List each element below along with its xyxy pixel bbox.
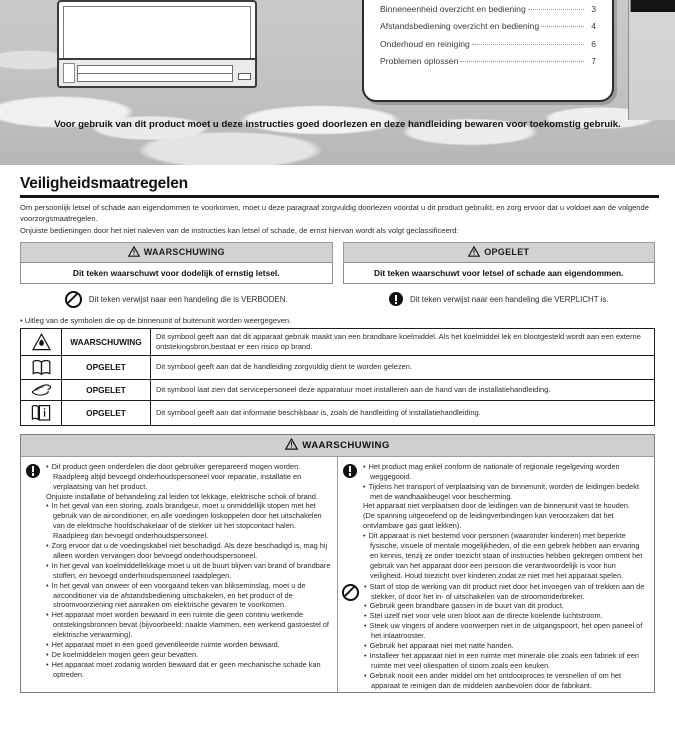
list-item: • Tijdens het transport of verplaatsing van de binnenunit, worden de leidingen bedekt met de wandhaakbeugel voor bescherming.: [363, 482, 648, 502]
service-manual-icon: [21, 379, 62, 400]
warning-sign-text: Dit teken waarschuwt voor dodelijk of ernstig letsel.: [20, 262, 333, 284]
ac-front-panel: [57, 0, 257, 64]
table-row: [21, 400, 655, 425]
warning-list-right-mandatory: [363, 462, 648, 581]
list-item: • In het geval van koelmiddellekkage moet u uit de buurt blijven van brand of brandbare stoffen, en bevoegd onderhoudspersoneel raadplegen.: [46, 561, 331, 581]
sign-definition-row: [20, 242, 655, 284]
ac-louver-assembly: [57, 58, 257, 88]
toc-entry-page: 6: [591, 38, 596, 49]
mandatory-block: [25, 462, 331, 680]
symbol-table-note: • Uitleg van de symbolen die op de binnenunit of buitenunit worden weergegeven.: [20, 315, 292, 325]
mandatory-block: [342, 462, 648, 581]
intro-paragraph-2: Onjuiste bedieningen door het niet naleven van de instructies kan letsel of schade, de ernst hiervan wordt als volgt geclassificeerd:: [20, 226, 459, 236]
warning-list-right-forbidden: [364, 582, 648, 691]
page-index-tab: [630, 0, 675, 12]
symbol-description: Dit symbool geeft aan dat dit apparaat gebruik maakt van een brandbare koelmiddel. Als het koelmiddel lek en blootgesteld wordt aan een externe ontstekingsbron,bestaat er een risico op brand.: [151, 328, 655, 355]
list-item: • Zorg ervoor dat u de voedingskabel niet beschadigd. Als deze beschadigd is, mag hij alleen worden vervangen door bevoegd onderhoudspersoneel.: [46, 541, 331, 561]
list-item: • Gebruik nooit een ander middel om het ontdooiproces te versnellen of om het apparaat te reinigen dan de middelen aanbevolen door de fabrikant.: [364, 671, 648, 691]
toc-entry[interactable]: [380, 39, 596, 49]
intro-paragraph-1: Om persoonlijk letsel of schade aan eigendommen te voorkomen, moet u deze paragraaf zorgvuldig doorlezen voordat u dit product gebruikt, en zorg ervoor dat u voldoet aan de volgende voorzorgsmaatregelen.: [20, 203, 649, 223]
open-book-icon: [21, 355, 62, 379]
warning-column-right: [338, 457, 654, 692]
forbidden-block: [342, 582, 648, 691]
list-item: • De koelmiddelen mogen geen geur bevatten.: [46, 650, 331, 660]
table-of-contents: [362, 0, 614, 102]
warning-panel-columns: [21, 457, 654, 692]
list-item: • In het geval van onweer of een voorgaand teken van blikseminslag, moet u de airconditioner via de afstandsbediening uitschakelen, en het product of de stroomvoorziening niet aanraken om elektrische gevaren te voorkomen.: [46, 581, 331, 611]
mark-legend-row: [20, 291, 655, 308]
caution-sign-label: OPGELET: [484, 246, 530, 257]
list-item: • Het apparaat moet in een goed geventileerde ruimte worden bewaard.: [46, 640, 331, 650]
info-book-icon: [21, 400, 62, 425]
page-edge-strip: [628, 0, 675, 120]
caution-sign-text: Dit teken waarschuwt voor letsel of schade aan eigendommen.: [343, 262, 656, 284]
caution-sign-box: [343, 242, 656, 284]
list-item: • In het geval van een storing, zoals brandgeur, moet u onmiddellijk stopen met het gebruik van de airconditioner, en alle voedingen loskoppelen door het uitschakelen van de elektrische hoofdschakelaar of de stekker uit het stopcontact halen. Raadpleeg dan bevoegd onderhoudspersoneel.: [46, 501, 331, 541]
symbol-description: Dit symbool geeft aan dat informatie beschikbaar is, zoals de handleiding of installatiehandleiding.: [151, 400, 655, 425]
forbidden-legend: [20, 291, 333, 308]
toc-entry-label: Onderhoud en reiniging: [380, 38, 470, 49]
warning-column-left: [21, 457, 338, 692]
mandatory-legend: [343, 291, 656, 308]
list-item: • Het apparaat moet worden bewaard in een ruimte die geen continu werkende ontstekingsbronnen bevat (bijvoorbeeld: naakte vlammen, een werkend gastoestel of elektrische verwarming).: [46, 610, 331, 640]
list-item: • Gebruik het apparaat niet met natte handen.: [364, 641, 648, 651]
toc-entry[interactable]: [380, 4, 596, 14]
toc-entry[interactable]: [380, 56, 596, 66]
ac-face: [63, 6, 251, 60]
forbidden-legend-text: Dit teken verwijst naar een handeling die is VERBODEN.: [88, 294, 288, 304]
cover-hero: [0, 0, 675, 165]
toc-leader-dots: [541, 26, 584, 27]
toc-entry-page: 3: [591, 3, 596, 14]
warning-triangle-icon: [285, 438, 298, 453]
warning-sign-label: WAARSCHUWING: [143, 246, 225, 257]
list-item: • Installeer het apparaat niet in een ruimte met minerale olie zoals een fabriek of een ruimte met veel oliespatten of stoom zoals een keuken.: [364, 651, 648, 671]
list-item: • Stel uzelf niet voor vele uren bloot aan de directe koelende luchtstroom.: [364, 611, 648, 621]
list-item: Het apparaat niet verplaatsen door de leidingen van de binnenunit vast te houden.: [363, 501, 631, 511]
title-rule: [20, 195, 659, 198]
warning-triangle-icon: [128, 246, 140, 259]
list-item: • Dit apparaat is niet bestemd voor personen (waaronder kinderen) met beperkte fysische, visuele of mentale mogelijkheden, of die een gebrek hebben aan ervaring en kennis, tenzij ze onder toezicht staan of instructies hebben gekregen omtrent het gebruik van het apparaat door een persoon die verantwoordelijk is voor hun veiligheid. Houd toezicht over kinderen zodat ze niet met het apparaat spelen.: [363, 531, 648, 581]
list-item: • Start of stop de werking van dit product niet door het invoegen van of trekken aan de stekker, of door het in- of uitschakelen van de stroomonderbreker.: [364, 582, 648, 602]
toc-leader-dots: [472, 44, 584, 45]
caution-triangle-icon: [468, 246, 480, 259]
symbol-table: [20, 328, 655, 426]
table-row: [21, 328, 655, 355]
ac-display-window: [238, 73, 251, 80]
list-item: Onjuiste installatie of behandeling zal leiden tot lekkage, elektrische schok of brand.: [46, 491, 318, 501]
table-row: [21, 355, 655, 379]
list-item: • Het product mag enkel conform de nationale of regionale regelgeving worden weggegooid.: [363, 462, 648, 482]
toc-entry[interactable]: [380, 21, 596, 31]
flame-in-triangle-icon: [21, 328, 62, 355]
warning-panel: [20, 434, 655, 693]
warning-list-left: [46, 462, 331, 680]
symbol-word: WAARSCHUWING: [62, 328, 151, 355]
mandatory-icon: [389, 292, 403, 306]
cover-notice: Voor gebruik van dit product moet u deze instructies goed doorlezen en deze handleiding bewaren voor toekomstig gebruik.: [54, 119, 621, 130]
warning-sign-box: [20, 242, 333, 284]
toc-entry-label: Afstandsbediening overzicht en bediening: [380, 21, 540, 31]
symbol-word: OPGELET: [62, 400, 151, 425]
air-conditioner-illustration: [57, 0, 253, 86]
list-item: • Het apparaat moet zodanig worden bewaard dat er geen mechanische schade kan optreden.: [46, 660, 331, 680]
toc-entry-label: Binneneenheid overzicht en bediening: [380, 3, 526, 14]
mandatory-icon: [25, 462, 41, 478]
warning-sign-header: [20, 242, 333, 262]
symbol-word: OPGELET: [62, 355, 151, 379]
section-content: [0, 175, 675, 693]
table-row: [21, 379, 655, 400]
warning-panel-header: [21, 435, 654, 457]
list-item: • Steek uw vingers of andere voorwerpen niet in de uitgangspoort, het open paneel of het inlaatrooster.: [364, 621, 648, 641]
toc-leader-dots: [528, 9, 584, 10]
forbidden-icon: [342, 582, 359, 601]
toc-leader-dots: [460, 61, 584, 62]
symbol-word: OPGELET: [62, 379, 151, 400]
list-item: • Dit product geen onderdelen die door gebruiker gerepareerd mogen worden. Raadpleeg altijd bevoegd onderhoudspersoneel voor reparatie, installatie en verplaatsing van het product.: [46, 462, 331, 492]
list-item: (De spanning uitgeoefend op de leidingverbindingen kan veroorzaken dat het ontvlambare gas gaat lekken).: [363, 511, 614, 531]
forbidden-icon: [65, 291, 82, 308]
symbol-description: Dit symbool geeft aan dat de handleiding zorgvuldig dient te worden gelezen.: [151, 355, 655, 379]
toc-entry-page: 4: [591, 21, 596, 31]
warning-panel-label: WAARSCHUWING: [302, 439, 390, 451]
toc-entry-page: 7: [591, 56, 596, 66]
symbol-description: Dit symbool laat zien dat servicepersoneel deze apparatuur moet installeren aan de hand van de installatiehandleiding.: [151, 379, 655, 400]
ac-louver-lower: [77, 73, 233, 82]
ac-side-pad: [63, 63, 75, 83]
mandatory-icon: [342, 462, 358, 478]
list-item: • Gebruik geen brandbare gassen in de buurt van dit product.: [364, 601, 648, 611]
page-title: Veiligheidsmaatregelen: [20, 175, 188, 192]
toc-entry-label: Problemen oplossen: [380, 56, 459, 66]
mandatory-legend-text: Dit teken verwijst naar een handeling die VERPLICHT is.: [409, 294, 609, 304]
caution-sign-header: [343, 242, 656, 262]
